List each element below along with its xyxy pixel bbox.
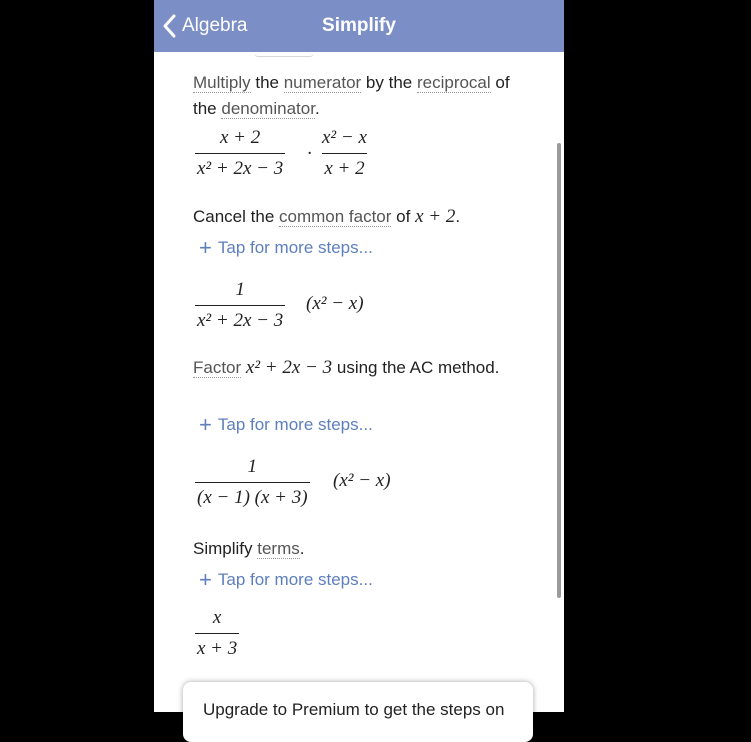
step-4-text [193,536,533,562]
expr-2-fraction [195,278,285,333]
term-numerator[interactable]: numerator [283,73,362,92]
term-common-factor[interactable]: common factor [279,207,392,226]
expr-2-denominator: x² + 2x − 3 [195,305,285,333]
expr-1-left-fraction [195,126,285,181]
upgrade-text: Upgrade to Premium to get the steps on [203,700,505,719]
step-2-word: of [391,207,416,226]
expr-3-fraction [195,455,310,510]
tap-more-steps-label: Tap for more steps... [217,238,373,257]
plus-icon: + [199,235,212,260]
term-terms[interactable]: terms [257,539,300,558]
back-label: Algebra [182,15,248,36]
tap-more-steps-3[interactable] [199,567,373,593]
step-1-word: . [314,99,320,118]
expr-3-tail: (x² − x) [333,470,391,491]
expr-4-denominator: x + 3 [195,633,239,661]
expr-2-tail: (x² − x) [306,293,364,314]
step-1-text [193,70,533,122]
expr-3-numerator: 1 [247,456,258,477]
expr-1-right-fraction [320,126,369,181]
step-3-math: x² + 2x − 3 [245,357,333,378]
tap-more-steps-2[interactable] [199,412,373,438]
term-multiply[interactable]: Multiply [193,73,251,92]
navigation-bar [154,0,564,52]
expr-3-denominator: (x − 1) (x + 3) [195,482,310,510]
expr-2-numerator: 1 [235,279,245,300]
step-1-word: by the [361,73,417,92]
expr-1-right-denominator: x + 2 [322,153,366,181]
page-title: Simplify [322,15,396,36]
step-2-word: Cancel the [193,207,279,226]
term-denominator[interactable]: denominator [221,99,315,118]
step-3-text [193,355,533,381]
step-4-word: Simplify [193,539,258,558]
scrollbar[interactable] [557,143,561,598]
app-screen [154,0,564,712]
expr-1-right-numerator: x² − x [322,127,367,148]
tap-more-steps-1[interactable] [199,235,373,261]
expr-4-fraction [195,606,239,661]
upgrade-card[interactable] [183,682,533,742]
step-2-math: x + 2 [415,206,456,227]
tap-more-steps-label: Tap for more steps... [217,415,373,434]
step-1-word: the [250,73,284,92]
expr-4-numerator: x [212,607,222,628]
expr-1-dot: · [307,143,312,164]
plus-icon: + [199,567,212,592]
step-1-word: of the [193,73,510,118]
expr-1-left-numerator: x + 2 [219,127,261,148]
tap-more-steps-label: Tap for more steps... [217,570,373,589]
step-4-word: . [299,539,305,558]
term-factor[interactable]: Factor [193,358,242,377]
previous-card-edge [254,52,314,57]
step-3-word: using the AC method. [332,358,500,377]
step-2-text [193,204,533,230]
step-2-word: . [455,207,461,226]
expr-1-left-denominator: x² + 2x − 3 [195,153,285,181]
term-reciprocal[interactable]: reciprocal [416,73,491,92]
plus-icon: + [199,412,212,437]
